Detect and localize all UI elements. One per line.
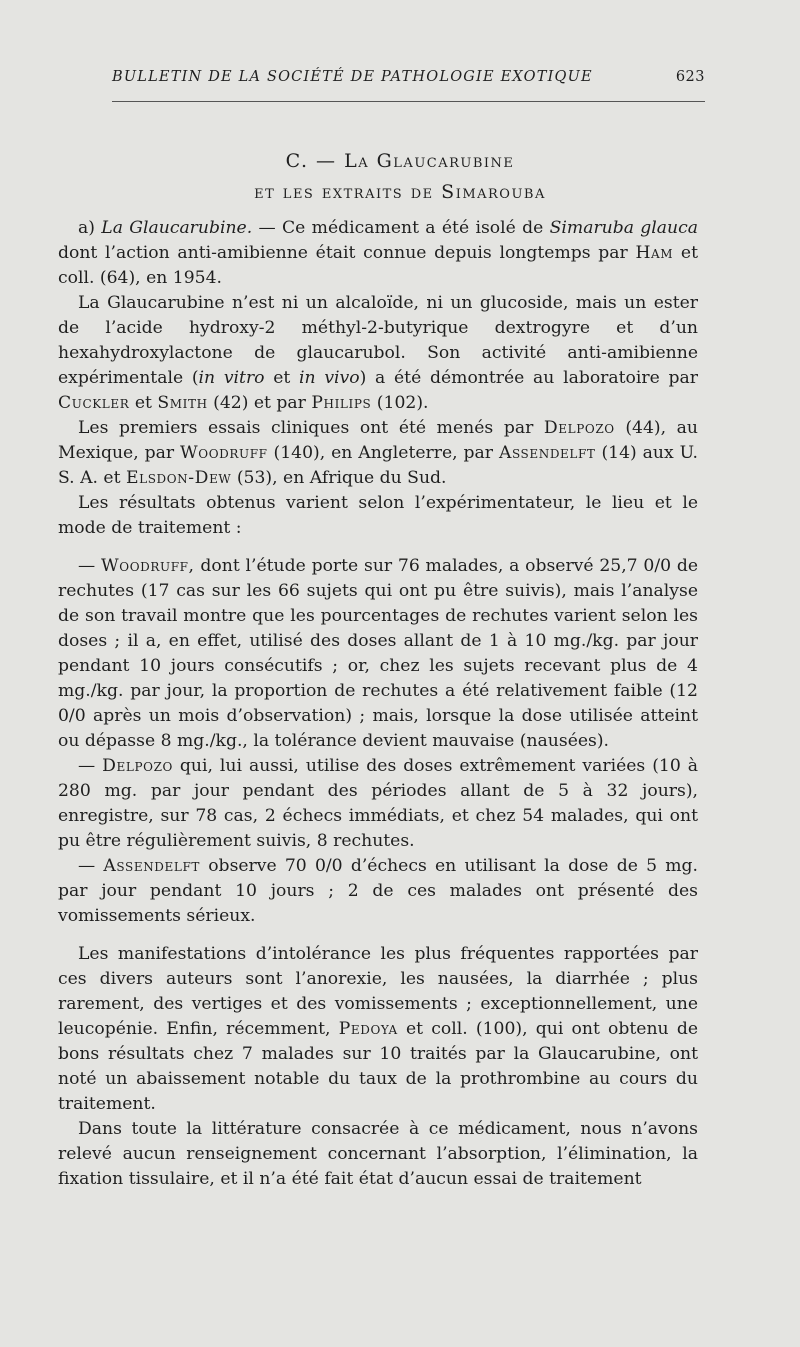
text-run: — <box>78 756 103 776</box>
section-title <box>0 146 800 208</box>
author-name: Assendelft <box>498 443 596 463</box>
page-number: 623 <box>675 69 705 85</box>
paragraph-literature: Dans toute la littérature consacrée à ce médicament, nous n’avons relevé aucun renseignement concernant l’absorption, l’élimination, la fixation tissulaire, et il n’a été fait état d’aucun essai de traitement <box>58 1119 698 1189</box>
author-name: Assendelft <box>103 856 200 876</box>
author-name: Pedoya <box>338 1019 398 1039</box>
text-run: — <box>78 856 104 876</box>
species-name: Simaruba glauca <box>549 218 698 238</box>
paragraph-glaucarubine-intro <box>58 216 698 291</box>
author-name: Woodruff, <box>100 556 195 576</box>
author-name: Ham <box>635 243 674 263</box>
author-name: Smith <box>157 393 208 413</box>
text-run: qui, lui aussi, utilise des doses extrêmement variées (10 à 280 mg. par jour pendant des périodes allant de 5 à 32 jours), enregistre, sur 78 cas, 2 échecs immédiats, et chez 54 malades, qui ont pu être régulièrement suivis, 8 rechutes. <box>58 756 698 851</box>
text-run: La Glaucarubine n’est ni un alcaloïde, ni un glucoside, mais un ester de l’acide hydroxy-2 méthyl-2-butyrique dextrogyre et d’un hexahydroxylactone de glaucarubol. Son activité anti-amibienne expérimentale ( <box>58 293 698 388</box>
body-text <box>58 216 698 1192</box>
paragraph-intolerance <box>58 942 698 1117</box>
subsection-title: La Glaucarubine. <box>101 218 253 238</box>
text-run: Les manifestations d’intolérance les plus fréquentes rapportées par ces divers auteurs sont l’anorexie, les nausées, la diarrhée ; plus rarement, des vertiges et des vomissements ; exceptionnellement, une leucopénie. Enfin, récemment, <box>58 944 698 1039</box>
author-name: Delpozo <box>102 756 173 776</box>
author-name: Woodruff <box>180 443 268 463</box>
text-run: dont l’étude porte sur 76 malades, a observé 25,7 0/0 de rechutes (17 cas sur les 66 sujets qui ont pu être suivis), mais l’analyse de son travail montre que les pourcentages de rechutes varient selon les doses ; il a, en effet, utilisé des doses allant de 1 à 10 mg./kg. par jour pendant 10 jours consécutifs ; or, chez les sujets recevant plus de 4 mg./kg. par jour, la proportion de rechutes a été relativement faible (12 0/0 après un mois d’observation) ; mais, lorsque la dose utilisée atteint ou dépasse 8 mg./kg., la tolérance devient mauvaise (nausées). <box>58 556 698 751</box>
paragraph-woodruff <box>58 554 698 754</box>
text-run: a) <box>78 218 102 238</box>
author-name: Elsdon-Dew <box>125 468 232 488</box>
paragraph-chemistry <box>58 291 698 416</box>
text-run: (102). <box>371 393 429 413</box>
paragraph-results-intro: Les résultats obtenus varient selon l’expérimentateur, le lieu et le mode de traitement : <box>58 493 698 538</box>
text-run: Les premiers essais cliniques ont été menés par <box>78 418 544 438</box>
text-run: — Ce médicament a été isolé de <box>252 218 550 238</box>
text-run: et coll. (100), qui ont obtenu de bons résultats chez 7 malades sur 10 traités par la Glaucarubine, ont noté un abaissement notable du taux de la prothrombine au cours du traitement. <box>58 1019 698 1114</box>
author-name: Delpozo <box>543 418 615 438</box>
paragraph-assendelft <box>58 854 698 929</box>
paragraph-clinical-trials <box>58 416 698 491</box>
text-run: observe 70 0/0 d’échecs en utilisant la dose de 5 mg. par jour pendant 10 jours ; 2 de ces malades ont présenté des vomissements sérieux. <box>58 856 698 926</box>
text-run: (140), en Angleterre, par <box>267 443 499 463</box>
text-run: et <box>129 393 158 413</box>
header-rule <box>112 101 705 102</box>
text-run: (44), au Mexique, par <box>58 418 698 463</box>
section-title-line-1: C. — La Glaucarubine <box>285 150 515 172</box>
journal-title: BULLETIN DE LA SOCIÉTÉ DE PATHOLOGIE EXOTIQUE <box>112 69 593 85</box>
author-name: Cuckler <box>58 393 130 413</box>
italic-term: in vitro <box>198 368 265 388</box>
author-name: Philips <box>311 393 372 413</box>
text-run: (14) aux U. S. A. et <box>58 443 698 488</box>
italic-term: in vivo <box>299 368 360 388</box>
paragraph-delpozo <box>58 754 698 854</box>
text-run: dont l’action anti-amibienne était connue depuis longtemps par <box>58 243 636 263</box>
text-run: (53), en Afrique du Sud. <box>231 468 447 488</box>
text-run: ) a été démontrée au laboratoire par <box>359 368 698 388</box>
text-run: — <box>78 556 101 576</box>
section-title-line-2: et les extraits de Simarouba <box>254 181 546 203</box>
running-header <box>112 69 705 85</box>
text-run: et coll. (64), en 1954. <box>58 243 698 288</box>
text-run: et <box>264 368 300 388</box>
text-run: (42) et par <box>207 393 312 413</box>
